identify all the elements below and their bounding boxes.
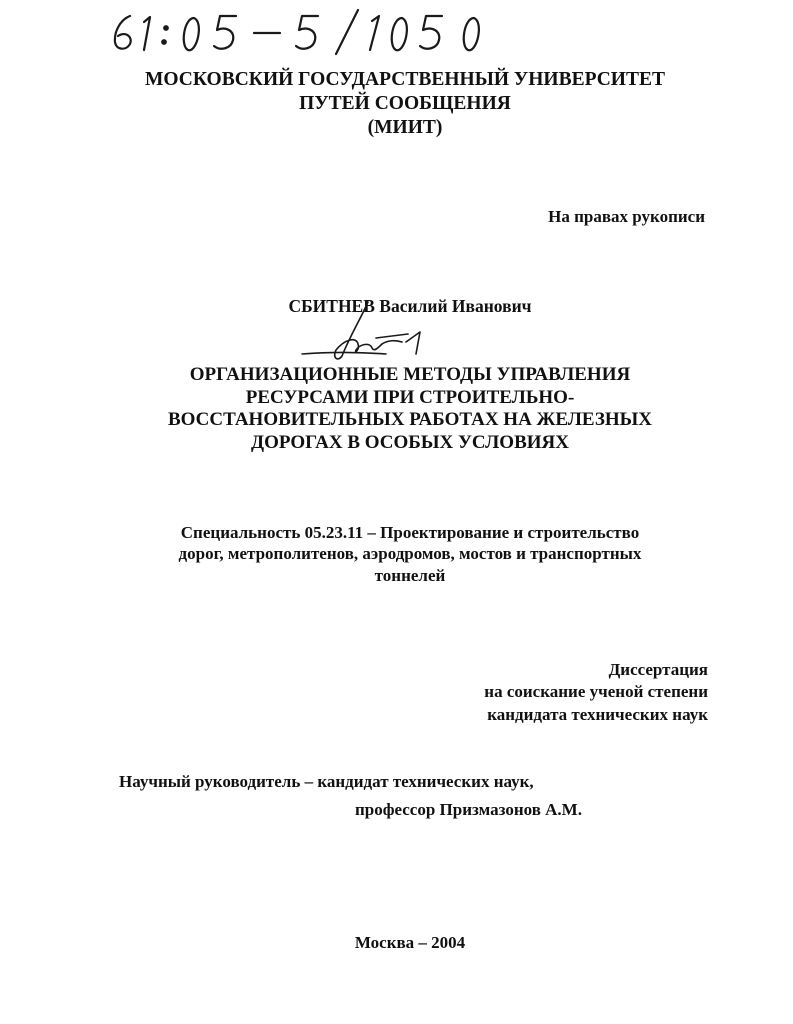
supervisor-line-2: профессор Призмазонов А.М.	[355, 800, 582, 819]
city-year: Москва – 2004	[354, 933, 466, 952]
author-name: СБИТНЕВ Василий Иванович	[288, 296, 532, 316]
supervisor-line-1: Научный руководитель – кандидат технических наук,	[119, 772, 534, 791]
specialty-line-1: Специальность 05.23.11 – Проектирование и строительство	[180, 523, 640, 542]
dissertation-line-1: Диссертация	[608, 660, 708, 679]
author-signature	[298, 296, 438, 364]
thesis-title-line-3: ВОССТАНОВИТЕЛЬНЫХ РАБОТАХ НА ЖЕЛЕЗНЫХ	[167, 409, 653, 431]
thesis-title	[100, 364, 720, 454]
thesis-title-line-2: РЕСУРСАМИ ПРИ СТРОИТЕЛЬНО-	[245, 386, 575, 408]
thesis-title-line-1: ОРГАНИЗАЦИОННЫЕ МЕТОДЫ УПРАВЛЕНИЯ	[189, 364, 631, 385]
handwritten-catalog-number-drawing	[104, 6, 504, 56]
author-signature-drawing	[298, 296, 438, 364]
university-line-3: (МИИТ)	[367, 116, 443, 138]
dissertation-statement	[360, 659, 708, 726]
university-line-2: ПУТЕЙ СООБЩЕНИЯ	[299, 92, 511, 114]
specialty-line-2: дорог, метрополитенов, аэродромов, мостов и транспортных	[178, 544, 642, 564]
specialty-line-3: тоннелей	[374, 565, 446, 585]
handwritten-catalog-number	[104, 6, 504, 56]
dissertation-line-3: кандидата технических наук	[487, 704, 708, 724]
university-heading	[100, 68, 710, 139]
thesis-title-line-4: ДОРОГАХ В ОСОБЫХ УСЛОВИЯХ	[251, 431, 569, 453]
rights-note: На правах рукописи	[548, 207, 705, 226]
dissertation-line-2: на соискание ученой степени	[484, 682, 708, 702]
university-line-1: МОСКОВСКИЙ ГОСУДАРСТВЕННЫЙ УНИВЕРСИТЕТ	[145, 69, 665, 90]
specialty-statement	[100, 522, 720, 586]
